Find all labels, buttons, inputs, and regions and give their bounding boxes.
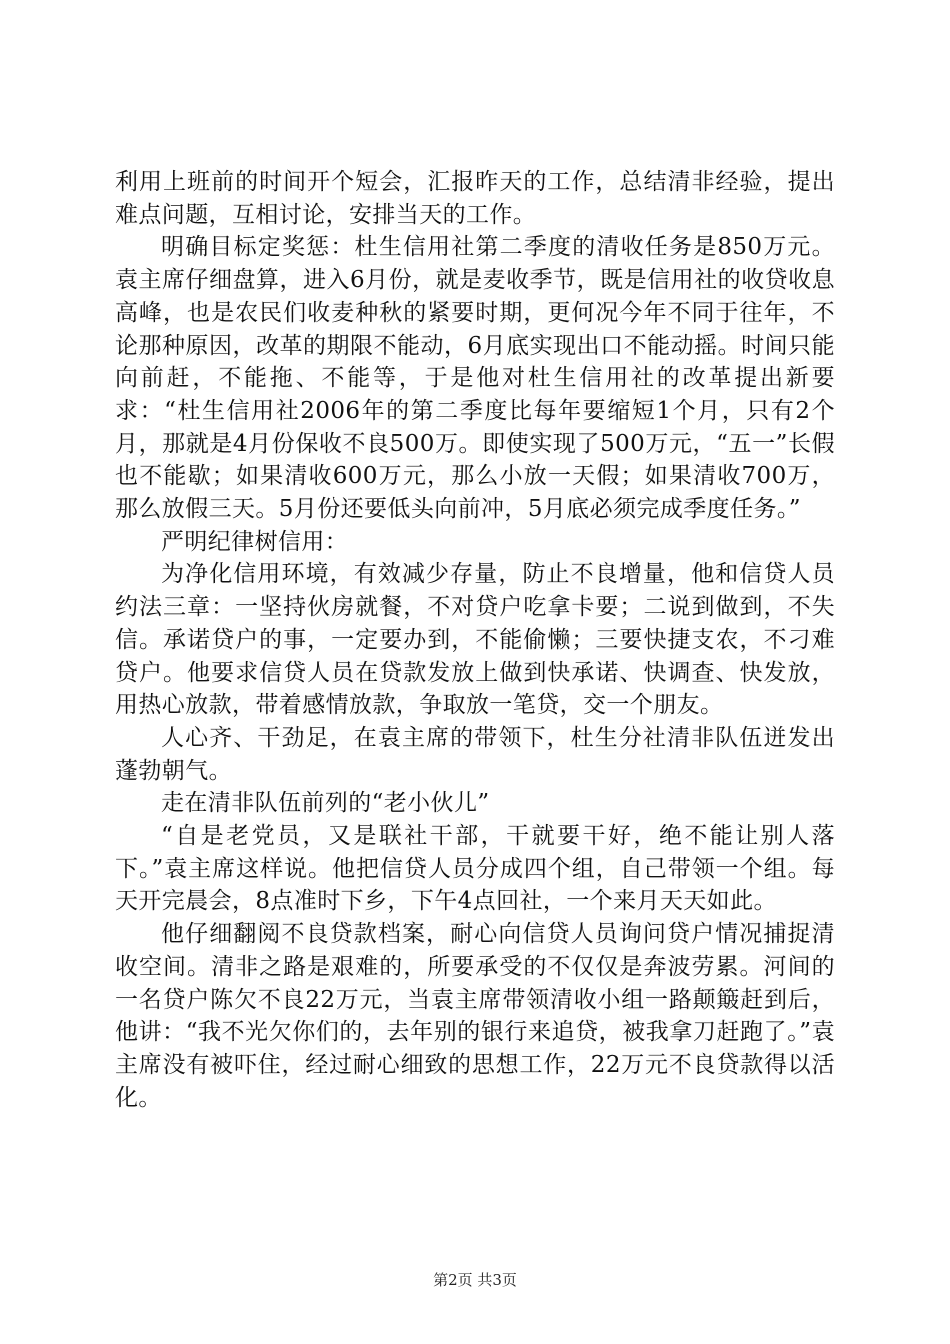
paragraph-5: 人心齐、干劲足，在袁主席的带领下，杜生分社清非队伍迸发出蓬勃朝气。 [115, 724, 835, 784]
paragraph-2: 明确目标定奖惩：杜生信用社第二季度的清收任务是850万元。袁主席仔细盘算，进入6月份，就是麦收季节，既是信用社的收贷收息高峰，也是农民们收麦种秋的紧要时期，更何况今年不同于往年，不论那种原因，改革的期限不能动，6月底实现出口不能动摇。时间只能向前赶，不能拖、不能等，于是他对杜生信用社的改革提出新要求：“杜生信用社2006年的第二季度比每年要缩短1个月，只有2个月，那就是4月份保收不良500万。即使实现了500万元，“五一”长假也不能歇；如果清收600万元，那么小放一天假；如果清收700万，那么放假三天。5月份还要低头向前冲，5月底必须完成季度任务。” [115, 234, 835, 523]
paragraph-8: 他仔细翻阅不良贷款档案，耐心向信贷人员询问贷户情况捕捉清收空间。清非之路是艰难的，所要承受的不仅仅是奔波劳累。河间的一名贷户陈欠不良22万元，当袁主席带领清收小组一路颠簸赶到后，他讲：“我不光欠你们的，去年别的银行来追贷，被我拿刀赶跑了。”袁主席没有被吓住，经过耐心细致的思想工作，22万元不良贷款得以活化。 [115, 921, 835, 1111]
paragraph-1: 利用上班前的时间开个短会，汇报昨天的工作，总结清非经验，提出难点问题，互相讨论，安排当天的工作。 [115, 169, 835, 228]
paragraph-6-heading: 走在清非队伍前列的“老小伙儿” [161, 790, 490, 817]
paragraph-7: “自是老党员，又是联社干部，干就要干好，绝不能让别人落下。”袁主席这样说。他把信贷人员分成四个组，自己带领一个组。每天开完晨会，8点准时下乡，下午4点回社，一个来月天天如此。 [115, 823, 835, 915]
paragraph-3-heading: 严明纪律树信用： [161, 528, 349, 555]
page-footer: 第2页 共3页 [433, 1271, 517, 1289]
document-body [115, 166, 835, 1114]
paragraph-4: 为净化信用环境，有效减少存量，防止不良增量，他和信贷人员约法三章：一坚持伙房就餐，不对贷户吃拿卡要；二说到做到，不失信。承诺贷户的事，一定要办到，不能偷懒；三要快捷支农，不刁难贷户。他要求信贷人员在贷款发放上做到快承诺、快调查、快发放，用热心放款，带着感情放款，争取放一笔贷，交一个朋友。 [115, 561, 835, 719]
